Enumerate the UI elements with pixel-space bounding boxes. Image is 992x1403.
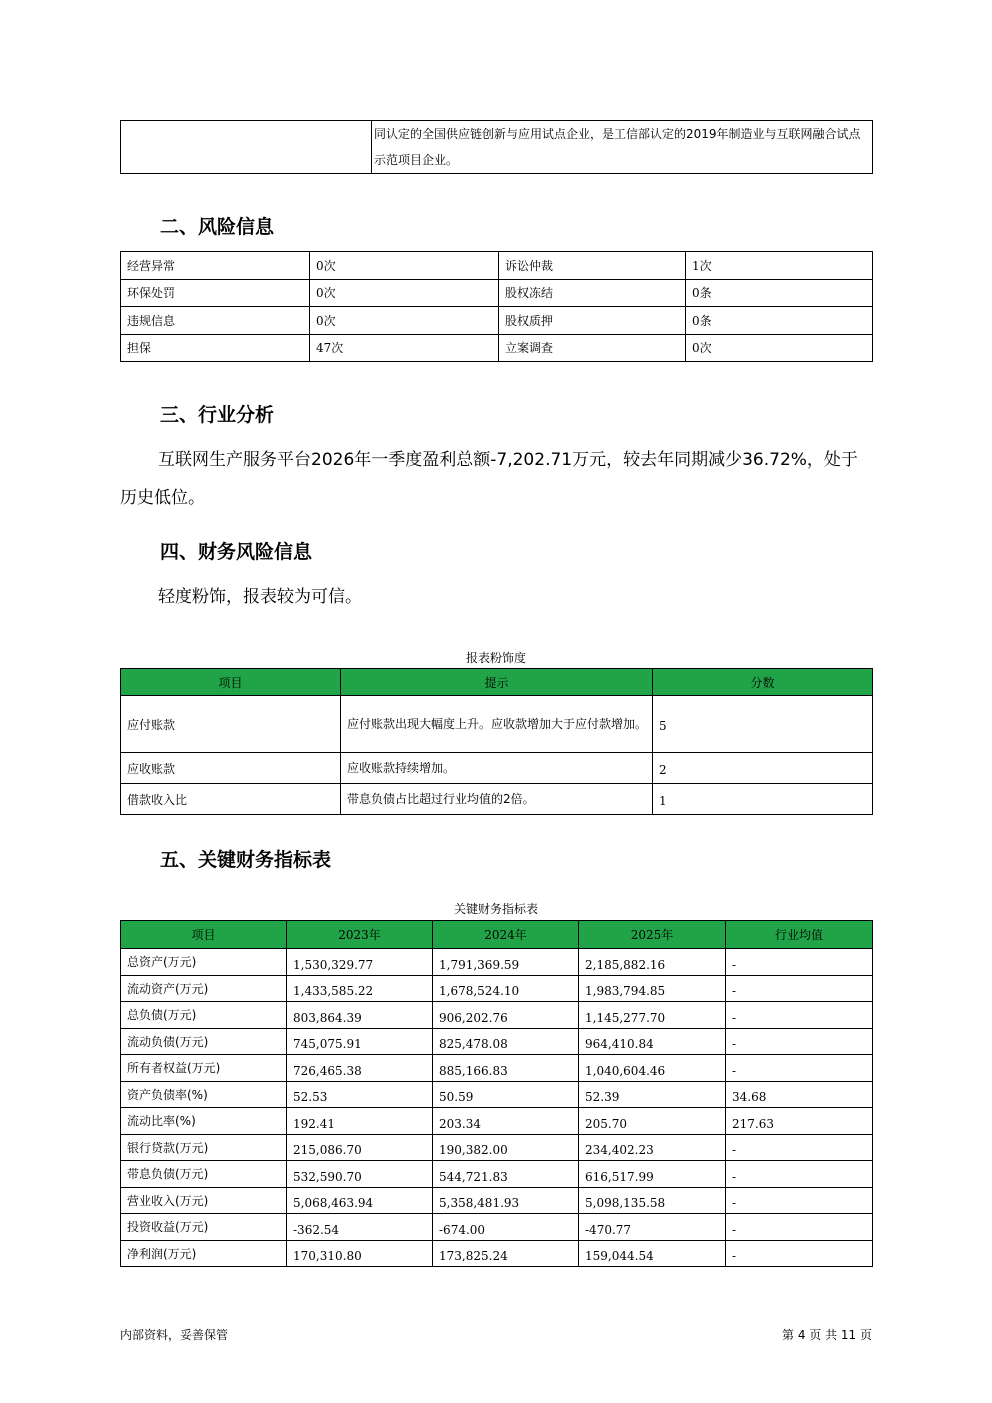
metric-label-cell: 净利润(万元)	[121, 1240, 287, 1267]
column-header: 提示	[341, 669, 653, 696]
metric-value-cell: -	[726, 1187, 873, 1214]
whitewash-table	[120, 668, 873, 815]
table-row	[121, 949, 873, 976]
tip-cell: 应收账款持续增加。	[341, 753, 653, 784]
metric-value-cell: 1,145,277.70	[579, 1002, 726, 1029]
table-row	[121, 975, 873, 1002]
table-row	[121, 784, 873, 815]
table-row	[121, 1214, 873, 1241]
table-row	[121, 1134, 873, 1161]
metric-label-cell: 流动资产(万元)	[121, 975, 287, 1002]
company-description: 同认定的全国供应链创新与应用试点企业，是工信部认定的2019年制造业与互联网融合试点示范项目企业。	[372, 121, 873, 174]
metric-value-cell: 52.53	[287, 1081, 433, 1108]
table-row	[121, 696, 873, 753]
tip-cell: 应付账款出现大幅度上升。应收款增加大于应付款增加。	[341, 696, 653, 753]
risk-value-cell: 0次	[310, 252, 499, 280]
risk-label-cell: 立案调查	[499, 334, 686, 362]
metric-value-cell: -674.00	[433, 1214, 579, 1241]
risk-label-cell: 违规信息	[121, 307, 310, 335]
table-row	[121, 753, 873, 784]
metric-value-cell: 217.63	[726, 1108, 873, 1135]
section-title-financial-risk: 四、财务风险信息	[160, 541, 313, 563]
risk-label-cell: 诉讼仲裁	[499, 252, 686, 280]
metric-value-cell: 964,410.84	[579, 1028, 726, 1055]
metric-value-cell: 1,791,369.59	[433, 949, 579, 976]
table-row	[121, 1081, 873, 1108]
metric-label-cell: 银行贷款(万元)	[121, 1134, 287, 1161]
metric-value-cell: -	[726, 1028, 873, 1055]
section-title-industry: 三、行业分析	[160, 404, 275, 426]
continuation-table	[120, 120, 873, 174]
metric-value-cell: 1,983,794.85	[579, 975, 726, 1002]
metric-value-cell: -470.77	[579, 1214, 726, 1241]
risk-info-table	[120, 251, 873, 362]
table-row	[121, 1187, 873, 1214]
footer-confidential: 内部资料，妥善保管	[120, 1328, 229, 1342]
metric-label-cell: 所有者权益(万元)	[121, 1055, 287, 1082]
table-header-row	[121, 921, 873, 949]
tip-cell: 带息负债占比超过行业均值的2倍。	[341, 784, 653, 815]
metric-value-cell: -362.54	[287, 1214, 433, 1241]
column-header: 项目	[121, 669, 341, 696]
metric-value-cell: 1,040,604.46	[579, 1055, 726, 1082]
risk-label-cell: 担保	[121, 334, 310, 362]
metric-value-cell: 192.41	[287, 1108, 433, 1135]
metric-label-cell: 带息负债(万元)	[121, 1161, 287, 1188]
table-row	[121, 1240, 873, 1267]
metric-value-cell: -	[726, 1240, 873, 1267]
table-row	[121, 334, 873, 362]
metric-value-cell: 203.34	[433, 1108, 579, 1135]
metric-value-cell: -	[726, 975, 873, 1002]
score-cell: 2	[653, 753, 873, 784]
risk-label-cell: 股权质押	[499, 307, 686, 335]
metric-value-cell: 205.70	[579, 1108, 726, 1135]
metric-value-cell: 1,433,585.22	[287, 975, 433, 1002]
risk-value-cell: 0次	[310, 279, 499, 307]
item-cell: 应付账款	[121, 696, 341, 753]
metric-label-cell: 流动比率(%)	[121, 1108, 287, 1135]
metric-value-cell: 885,166.83	[433, 1055, 579, 1082]
metric-label-cell: 营业收入(万元)	[121, 1187, 287, 1214]
metric-value-cell: 825,478.08	[433, 1028, 579, 1055]
metric-value-cell: 745,075.91	[287, 1028, 433, 1055]
metric-value-cell: -	[726, 1055, 873, 1082]
risk-label-cell: 股权冻结	[499, 279, 686, 307]
metric-label-cell: 资产负债率(%)	[121, 1081, 287, 1108]
metric-value-cell: 50.59	[433, 1081, 579, 1108]
table-row	[121, 252, 873, 280]
table-row	[121, 279, 873, 307]
section-title-key-metrics: 五、关键财务指标表	[160, 849, 332, 871]
metric-value-cell: 5,068,463.94	[287, 1187, 433, 1214]
table-caption-whitewash: 报表粉饰度	[465, 651, 526, 665]
metric-value-cell: 906,202.76	[433, 1002, 579, 1029]
column-header: 分数	[653, 669, 873, 696]
section-title-risk: 二、风险信息	[160, 216, 275, 238]
risk-label-cell: 环保处罚	[121, 279, 310, 307]
metric-label-cell: 投资收益(万元)	[121, 1214, 287, 1241]
metric-value-cell: 190,382.00	[433, 1134, 579, 1161]
risk-value-cell: 0条	[686, 307, 873, 335]
metric-value-cell: -	[726, 1002, 873, 1029]
metric-value-cell: -	[726, 949, 873, 976]
table-row	[121, 1002, 873, 1029]
metric-value-cell: 52.39	[579, 1081, 726, 1108]
column-header: 项目	[121, 921, 287, 949]
metric-value-cell: 215,086.70	[287, 1134, 433, 1161]
metric-value-cell: 544,721.83	[433, 1161, 579, 1188]
metric-value-cell: 616,517.99	[579, 1161, 726, 1188]
metric-value-cell: 5,098,135.58	[579, 1187, 726, 1214]
column-header: 2024年	[433, 921, 579, 949]
financial-risk-text: 轻度粉饰，报表较为可信。	[158, 587, 362, 607]
risk-value-cell: 0次	[686, 334, 873, 362]
metric-value-cell: 234,402.23	[579, 1134, 726, 1161]
metric-value-cell: -	[726, 1161, 873, 1188]
metric-value-cell: 173,825.24	[433, 1240, 579, 1267]
table-header-row	[121, 669, 873, 696]
risk-value-cell: 47次	[310, 334, 499, 362]
metric-value-cell: 5,358,481.93	[433, 1187, 579, 1214]
industry-analysis-text: 互联网生产服务平台2026年一季度盈利总额-7,202.71万元，较去年同期减少36.72%，处于历史低位。	[120, 450, 858, 508]
metric-value-cell: 170,310.80	[287, 1240, 433, 1267]
metric-value-cell: -	[726, 1214, 873, 1241]
column-header: 2023年	[287, 921, 433, 949]
table-row	[121, 1161, 873, 1188]
risk-value-cell: 1次	[686, 252, 873, 280]
metric-value-cell: 1,530,329.77	[287, 949, 433, 976]
risk-value-cell: 0次	[310, 307, 499, 335]
risk-label-cell: 经营异常	[121, 252, 310, 280]
risk-value-cell: 0条	[686, 279, 873, 307]
metric-value-cell: 34.68	[726, 1081, 873, 1108]
metric-value-cell: 532,590.70	[287, 1161, 433, 1188]
metric-value-cell: 1,678,524.10	[433, 975, 579, 1002]
table-row	[121, 121, 873, 174]
table-row	[121, 1108, 873, 1135]
footer-page-number: 第 4 页 共 11 页	[782, 1328, 872, 1342]
score-cell: 1	[653, 784, 873, 815]
metric-value-cell: 726,465.38	[287, 1055, 433, 1082]
metric-label-cell: 总负债(万元)	[121, 1002, 287, 1029]
empty-cell	[121, 121, 372, 174]
table-row	[121, 1028, 873, 1055]
item-cell: 应收账款	[121, 753, 341, 784]
table-row	[121, 1055, 873, 1082]
column-header: 行业均值	[726, 921, 873, 949]
table-caption-key-metrics: 关键财务指标表	[453, 902, 538, 916]
metric-label-cell: 流动负债(万元)	[121, 1028, 287, 1055]
column-header: 2025年	[579, 921, 726, 949]
metric-value-cell: 803,864.39	[287, 1002, 433, 1029]
item-cell: 借款收入比	[121, 784, 341, 815]
table-row	[121, 307, 873, 335]
metric-value-cell: 159,044.54	[579, 1240, 726, 1267]
metric-label-cell: 总资产(万元)	[121, 949, 287, 976]
score-cell: 5	[653, 696, 873, 753]
metric-value-cell: 2,185,882.16	[579, 949, 726, 976]
key-metrics-table	[120, 920, 873, 1267]
metric-value-cell: -	[726, 1134, 873, 1161]
